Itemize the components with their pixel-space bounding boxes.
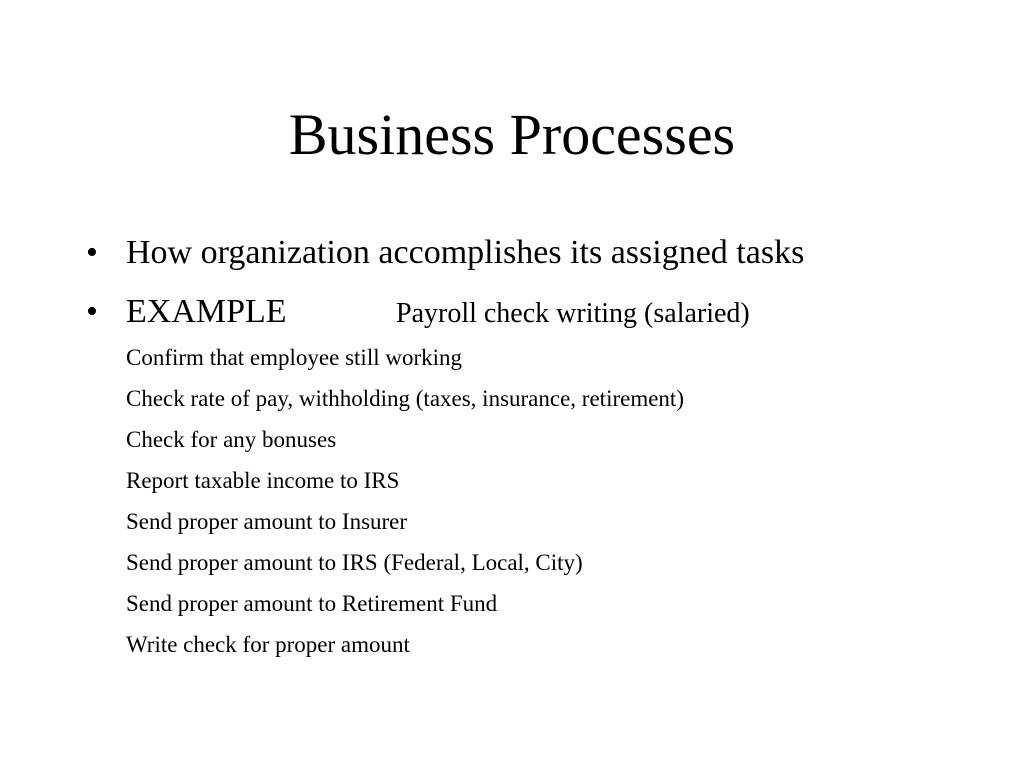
example-description: Payroll check writing (salaried) [396,298,750,329]
list-item: Check rate of pay, withholding (taxes, insurance, retirement) [126,386,684,411]
list-item: Send proper amount to Insurer [126,509,408,534]
bullet-definition [86,233,804,273]
process-steps-list [126,343,684,671]
list-item: Send proper amount to IRS (Federal, Local, City) [126,550,583,575]
bullet-marker: • [86,293,98,330]
list-item: Check for any bonuses [126,427,337,452]
bullet-text: How organization accomplishes its assigned tasks [126,234,805,271]
list-item: Write check for proper amount [126,632,410,657]
list-item: Confirm that employee still working [126,345,463,370]
bullet-example [86,292,750,334]
slide-title: Business Processes [288,102,736,167]
list-item: Report taxable income to IRS [126,468,400,493]
list-item: Send proper amount to Retirement Fund [126,591,498,616]
bullet-marker: • [86,234,98,271]
example-label: EXAMPLE [126,293,287,330]
